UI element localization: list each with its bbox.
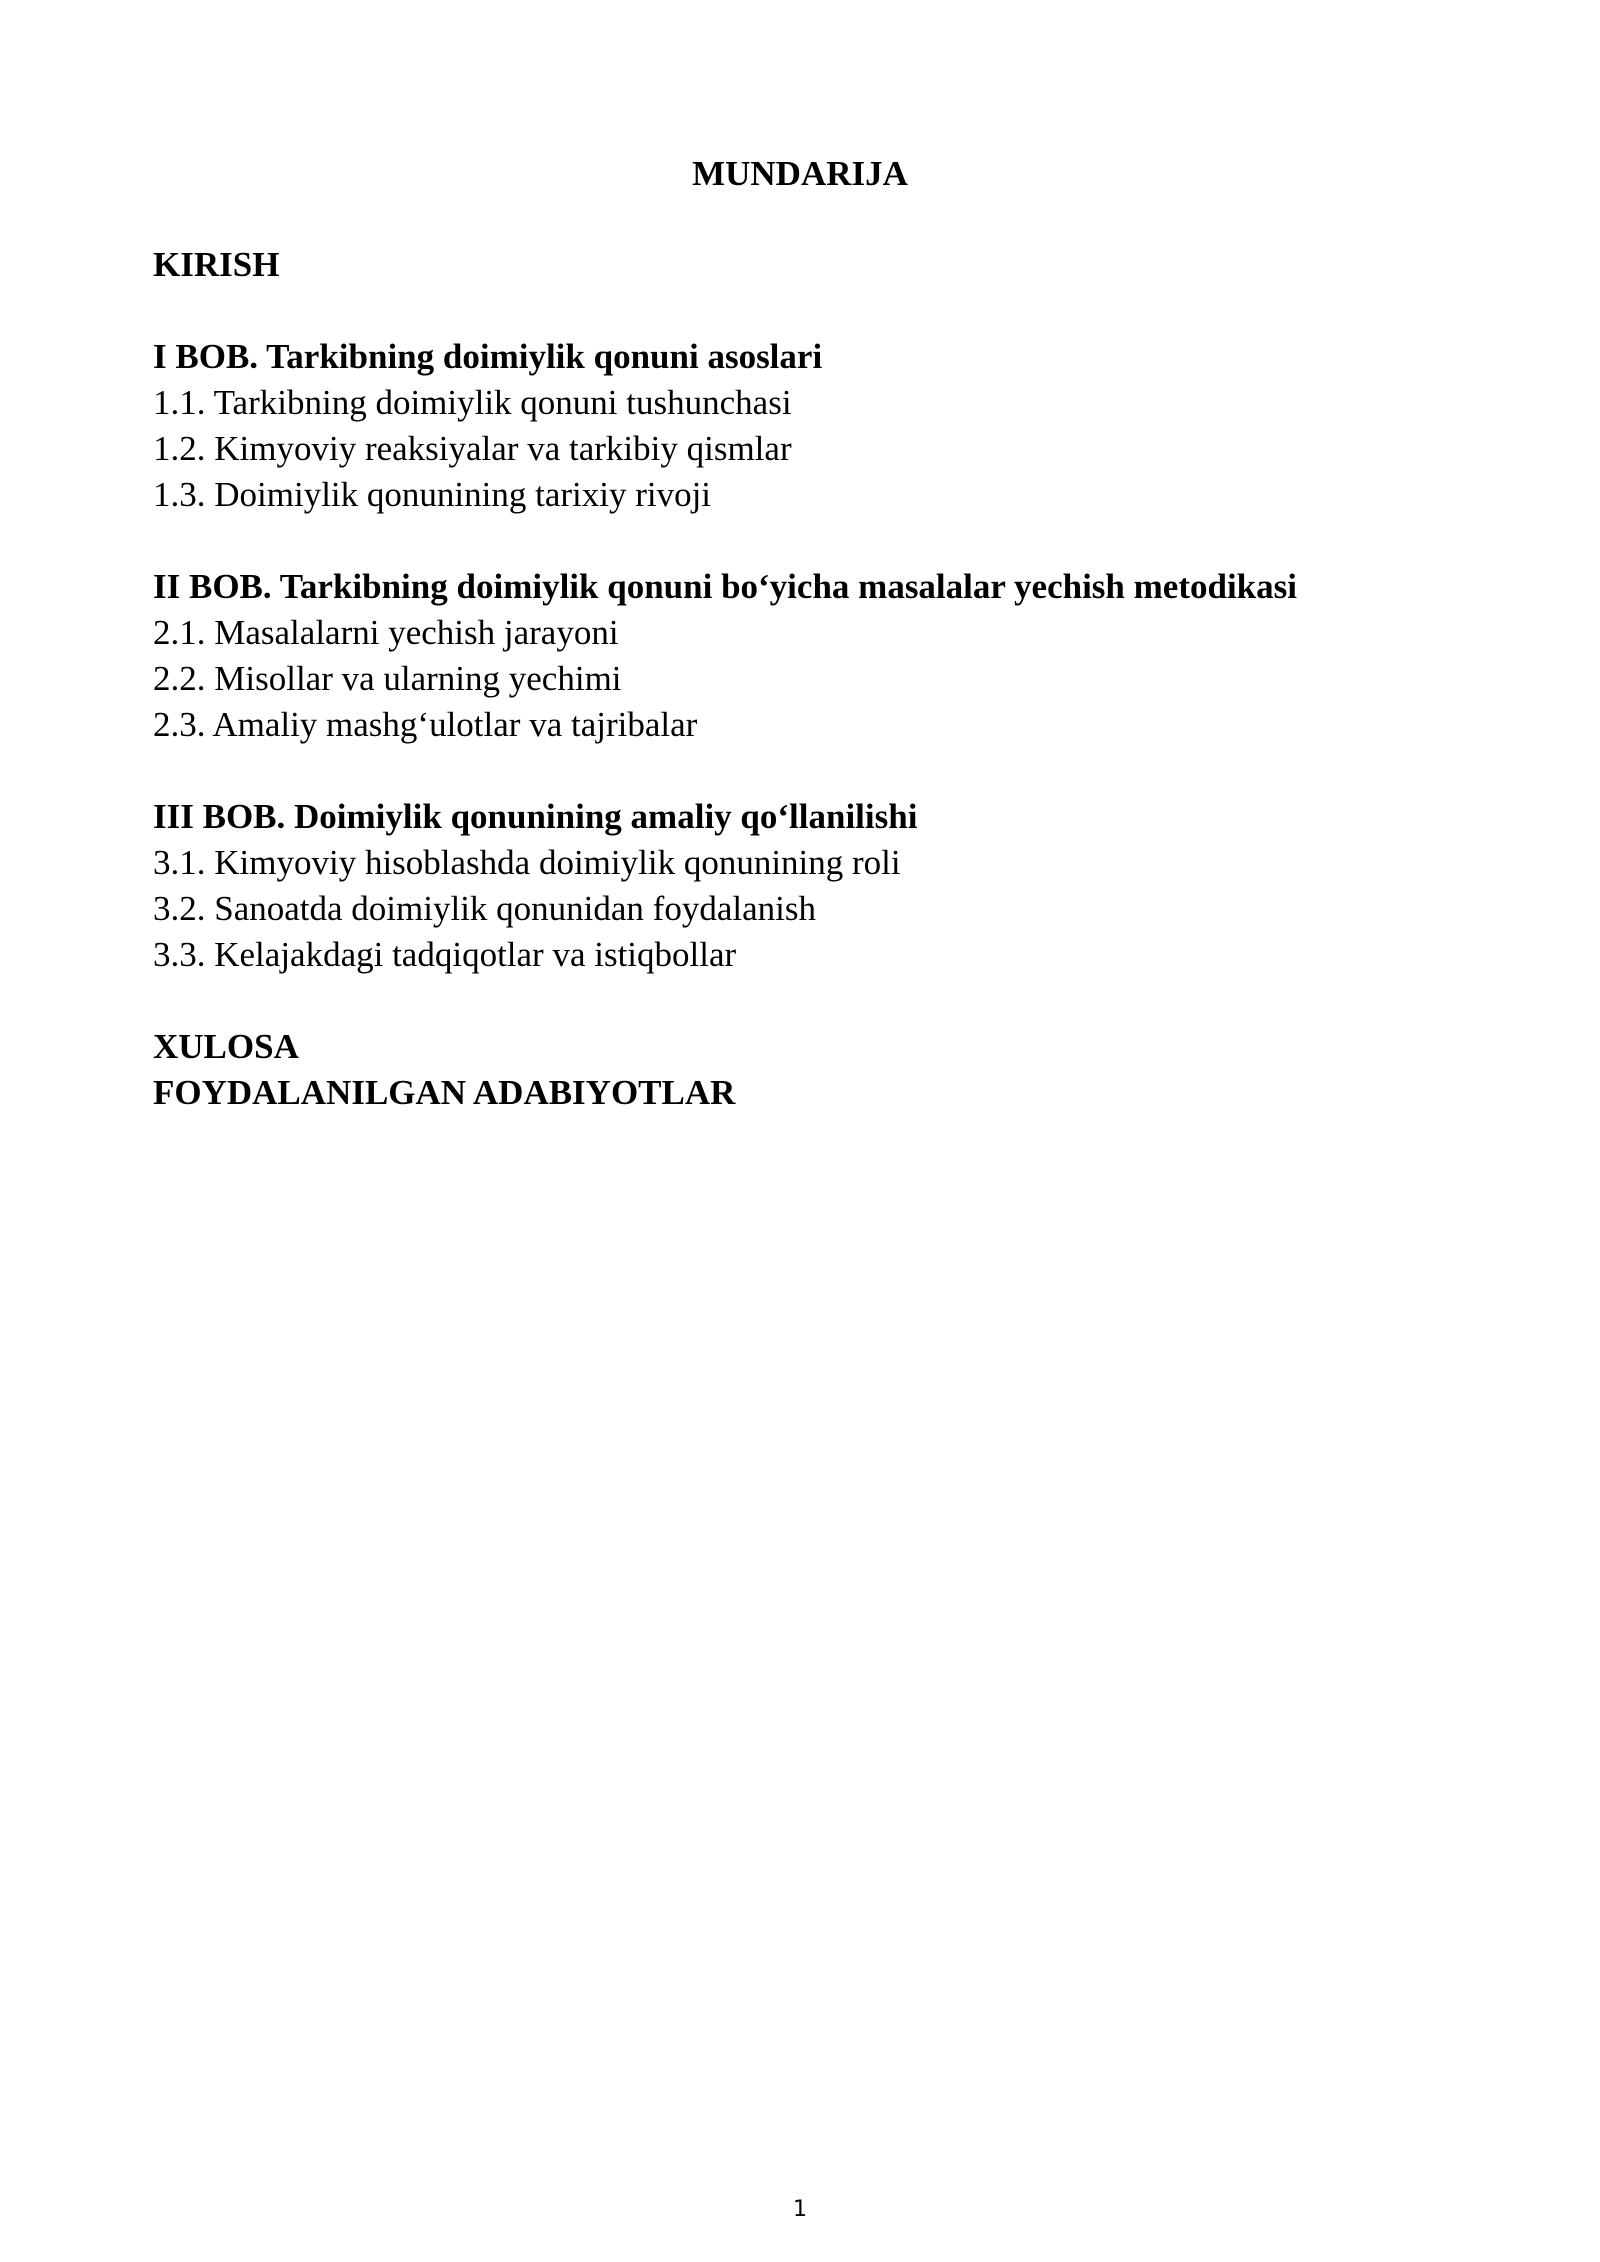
spacer [153,518,1473,564]
section-1-1: 1.1. Tarkibning doimiylik qonuni tushunchasi [153,383,792,422]
section-2-3: 2.3. Amaliy mashg‘ulotlar va tajribalar [153,705,698,744]
spacer [153,748,1473,794]
spacer [153,288,1473,334]
chapter-3-heading: III BOB. Doimiylik qonunining amaliy qo‘llanilishi [153,797,918,836]
page-number: 1 [793,2197,807,2222]
toc-conclusion: XULOSA [153,1027,299,1066]
chapter-2-heading: II BOB. Tarkibning doimiylik qonuni bo‘yicha masalalar yechish metodikasi [153,567,1297,606]
section-3-2: 3.2. Sanoatda doimiylik qonunidan foydalanish [153,889,816,928]
table-of-contents [153,242,1473,1116]
page-title: MUNDARIJA [692,154,908,193]
section-1-2: 1.2. Kimyoviy reaksiyalar va tarkibiy qismlar [153,429,792,468]
section-3-1: 3.1. Kimyoviy hisoblashda doimiylik qonunining roli [153,843,901,882]
section-2-1: 2.1. Masalalarni yechish jarayoni [153,613,619,652]
toc-references: FOYDALANILGAN ADABIYOTLAR [153,1073,736,1112]
section-3-3: 3.3. Kelajakdagi tadqiqotlar va istiqbollar [153,935,737,974]
spacer [153,978,1473,1024]
toc-intro: KIRISH [153,245,280,284]
section-1-3: 1.3. Doimiylik qonunining tarixiy rivoji [153,475,712,514]
section-2-2: 2.2. Misollar va ularning yechimi [153,659,622,698]
chapter-1-heading: I BOB. Tarkibning doimiylik qonuni asoslari [153,337,823,376]
